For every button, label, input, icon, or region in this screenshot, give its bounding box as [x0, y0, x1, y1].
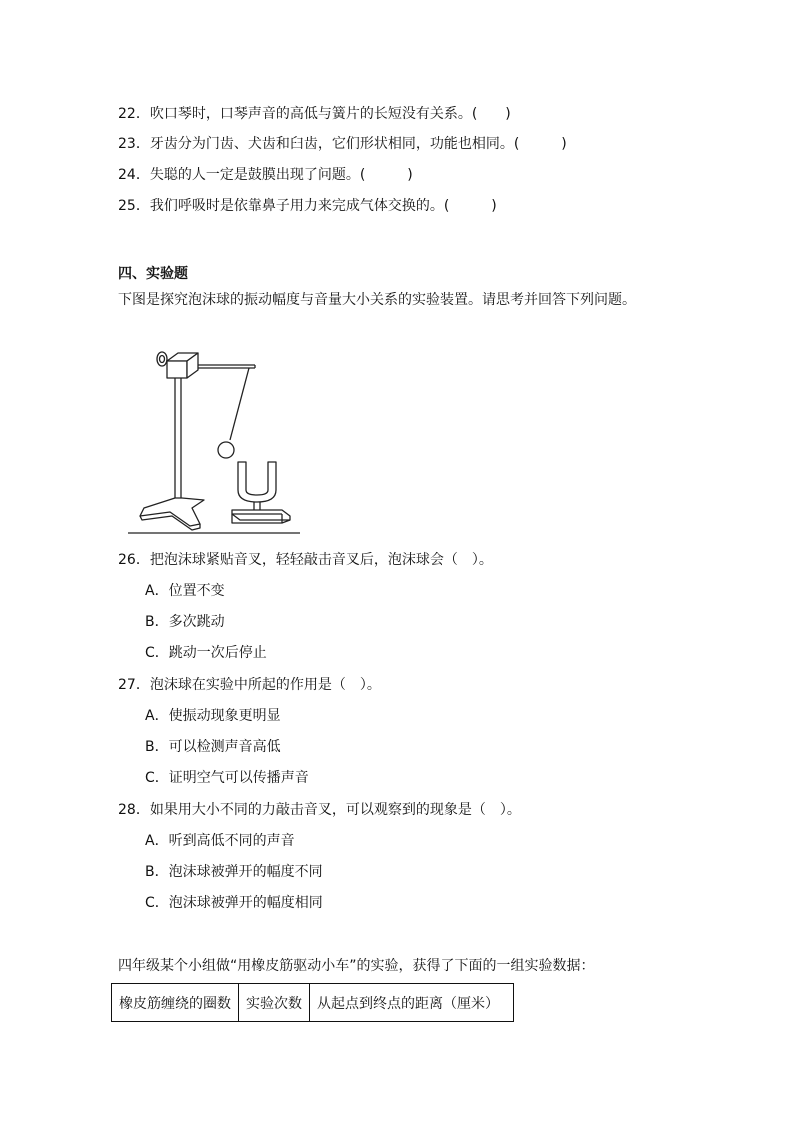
section-heading: 四、实验题	[118, 266, 188, 282]
experiment-intro: 下图是探究泡沫球的振动幅度与音量大小关系的实验装置。请思考并回答下列问题。	[118, 292, 636, 308]
question-27-option-a: A．使振动现象更明显	[145, 708, 281, 724]
question-26-option-b: B．多次跳动	[145, 614, 225, 630]
question-22: 22．吹口琴时，口琴声音的高低与簧片的长短没有关系。( )	[118, 106, 511, 122]
question-26-option-a: A．位置不变	[145, 583, 225, 599]
question-26-stem: 26．把泡沫球紧贴音叉，轻轻敲击音叉后，泡沫球会（ ）。	[118, 552, 493, 568]
table-header-cell: 从起点到终点的距离（厘米）	[310, 984, 514, 1022]
question-26-option-c: C．跳动一次后停止	[145, 645, 267, 661]
tuning-fork-apparatus-figure	[120, 340, 310, 540]
question-27-stem: 27．泡沫球在实验中所起的作用是（ ）。	[118, 677, 381, 693]
table-intro: 四年级某个小组做“用橡皮筋驱动小车”的实验，获得了下面的一组实验数据：	[118, 958, 595, 974]
question-28-stem: 28．如果用大小不同的力敲击音叉，可以观察到的现象是（ ）。	[118, 802, 521, 818]
question-27-option-b: B．可以检测声音高低	[145, 739, 281, 755]
question-25: 25．我们呼吸时是依靠鼻子用力来完成气体交换的。( )	[118, 198, 497, 214]
question-24: 24．失聪的人一定是鼓膜出现了问题。( )	[118, 167, 413, 183]
question-28-option-b: B．泡沫球被弹开的幅度不同	[145, 864, 323, 880]
question-27-option-c: C．证明空气可以传播声音	[145, 770, 309, 786]
question-28-option-c: C．泡沫球被弹开的幅度相同	[145, 895, 323, 911]
question-28-option-a: A．听到高低不同的声音	[145, 833, 295, 849]
table-header-cell: 橡皮筋缠绕的圈数	[112, 984, 239, 1022]
question-23: 23．牙齿分为门齿、犬齿和臼齿，它们形状相同，功能也相同。( )	[118, 136, 567, 152]
table-header-row	[112, 984, 514, 1022]
experiment-data-table	[111, 983, 514, 1022]
table-header-cell: 实验次数	[239, 984, 310, 1022]
